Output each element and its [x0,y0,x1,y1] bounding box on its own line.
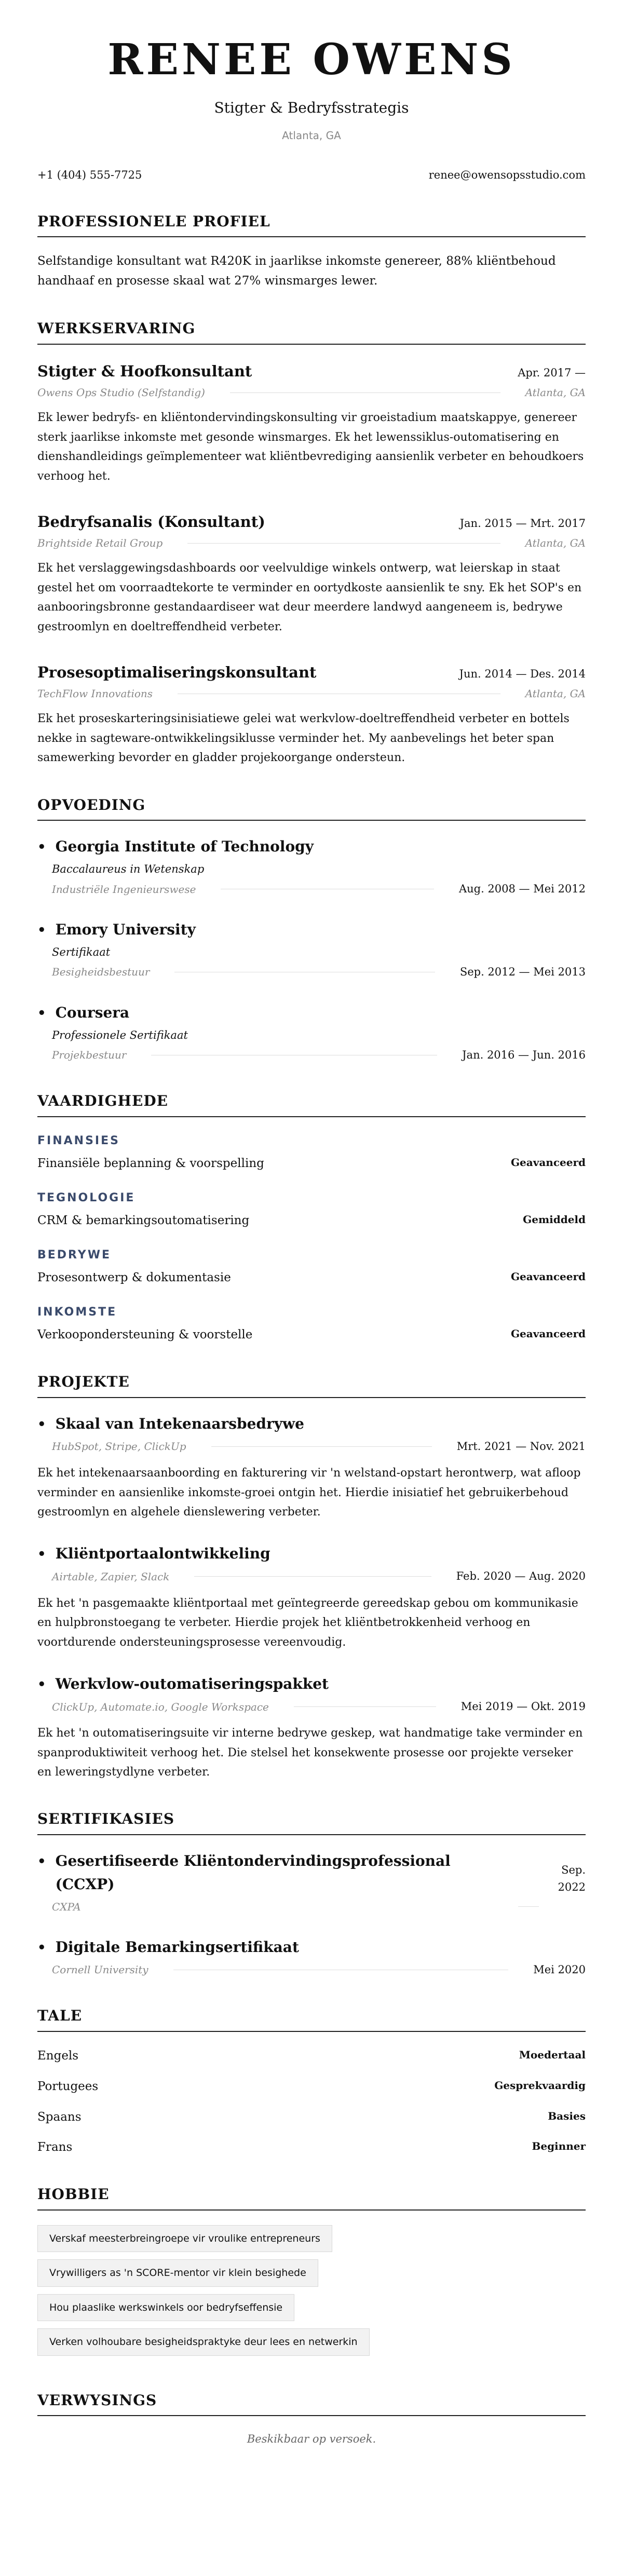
leader-line [194,1576,431,1577]
degree: Professionele Sertifikaat [52,1029,188,1042]
hobby-tag: Hou plaaslike werkswinkels oor bedryfseffensie [37,2294,294,2321]
job-dates: Jan. 2015 — Mrt. 2017 [459,517,586,530]
skill-group [37,1132,586,1173]
degree: Baccalaureus in Wetenskap [52,863,205,876]
project-description: Ek het 'n outomatiseringsuite vir interne bedrywe geskep, wat handmatige take verminder en spanproduktiwiteit verhoog het. Die stelsel het konsekwente prosesse oor projekte verseker en leweringstydlyne verbeter. [37,1727,583,1779]
job-dates: Apr. 2017 — [518,367,586,379]
section-title: OPVOEDING [37,794,586,821]
certification-entry [37,1936,586,1978]
job-entry [37,510,586,636]
bullet-icon: • [37,1006,46,1022]
candidate-name: RENEE OWENS [107,35,516,85]
bullet-icon: • [37,839,46,856]
project-tools: Airtable, Zapier, Slack [52,1570,170,1583]
language-row [37,2108,586,2127]
language-row [37,2046,586,2066]
skills-section [37,1090,586,1345]
skill-level: Geavanceerd [510,1327,586,1340]
education-entry [37,918,586,981]
project-name: Skaal van Intekenaarsbedrywe [55,1415,304,1432]
bullet-icon: • [37,1416,46,1432]
school-name: Georgia Institute of Technology [55,838,314,856]
job-role: Stigter & Hoofkonsultant [37,362,252,381]
contact-row [37,167,586,184]
language-name: Spaans [37,2110,82,2124]
certification-issuer: CXPA [52,1900,81,1913]
project-dates: Mrt. 2021 — Nov. 2021 [456,1440,586,1453]
project-description: Ek het 'n pasgemaakte kliëntportaal met geïntegreerde gereedskap gebou om kommunikasie en hulpbronstoegang te verbeter. Hierdie projek het kliëntbetrokkenheid verhoog en voortdurende ondersteuningsprosesse vereenvoudig. [37,1596,578,1649]
skill-level: Gemiddeld [523,1213,586,1226]
section-title: SERTIFIKASIES [37,1808,586,1835]
job-location: Atlanta, GA [525,687,586,700]
profile-summary: Selfstandige konsultant wat R420K in jaarlikse inkomste genereer, 88% kliëntbehoud handhaaf en prosesse skaal wat 27% winsmarges lewer. [37,254,556,288]
job-location: Atlanta, GA [525,537,586,550]
section-title: VAARDIGHEDE [37,1090,586,1117]
hobby-tag: Vrywilligers as 'n SCORE-mentor vir klein besighede [37,2259,318,2286]
skill-level: Geavanceerd [510,1156,586,1169]
section-title: VERWYSINGS [37,2389,586,2417]
project-dates: Feb. 2020 — Aug. 2020 [456,1570,586,1583]
skill-category: INKOMSTE [37,1306,117,1319]
education-dates: Sep. 2012 — Mei 2013 [459,965,586,978]
field-of-study: Besigheidsbestuur [52,966,150,979]
job-role: Bedryfsanalis (Konsultant) [37,513,265,531]
section-title: HOBBIE [37,2183,586,2211]
job-role: Prosesoptimaliseringskonsultant [37,663,317,681]
resume-header [37,36,586,184]
skill-name: CRM & bemarkingsoutomatisering [37,1214,250,1228]
languages-section [37,2004,586,2157]
language-name: Engels [37,2049,79,2063]
language-name: Frans [37,2140,73,2154]
candidate-tagline: Stigter & Bedryfsstrategis [214,99,409,117]
field-of-study: Industriële Ingenieurswese [52,883,196,896]
education-dates: Aug. 2008 — Mei 2012 [458,882,586,895]
job-company: Brightside Retail Group [37,537,163,550]
education-dates: Jan. 2016 — Jun. 2016 [462,1048,586,1061]
skill-group [37,1303,586,1345]
skill-level: Geavanceerd [510,1270,586,1283]
education-entry [37,1001,586,1064]
bullet-icon: • [37,1854,46,1870]
certification-name: Digitale Bemarkingsertifikaat [55,1938,299,1956]
skill-name: Finansiële beplanning & voorspelling [37,1157,264,1171]
section-title: PROJEKTE [37,1371,586,1398]
skill-name: Verkoopondersteuning & voorstelle [37,1328,253,1342]
skill-category: FINANSIES [37,1134,120,1148]
certification-name: Gesertifiseerde Kliëntondervindingsprofessional (CCXP) [55,1852,451,1893]
job-company: Owens Ops Studio (Selfstandig) [37,386,205,399]
references-section [37,2389,586,2448]
job-company: TechFlow Innovations [37,687,153,700]
job-entry [37,359,586,486]
hobby-tag: Verken volhoubare besigheidspraktyke deur lees en netwerkin [37,2328,370,2355]
project-description: Ek het intekenaarsaanboording en fakturering vir 'n welstand-opstart herontwerp, wat afloop verminder en aansienlike inkomste-groei ontgin het. Hierdie inisiatief het gebruikerbehoud gestroomlyn en algehele dienslewering verbeter. [37,1467,581,1519]
certification-issuer: Cornell University [52,1963,148,1976]
profile-section [37,210,586,292]
skill-category: BEDRYWE [37,1249,112,1262]
certification-date [558,1862,586,1896]
skill-category: TEGNOLOGIE [37,1191,136,1205]
project-tools: HubSpot, Stripe, ClickUp [52,1440,186,1453]
references-text: Beskikbaar op versoek. [247,2433,376,2446]
skill-group [37,1246,586,1287]
field-of-study: Projekbestuur [52,1049,127,1062]
bullet-icon: • [37,923,46,939]
language-name: Portugees [37,2079,99,2093]
job-description: Ek lewer bedryfs- en kliëntondervindingskonsulting vir groeistadium maatskappye, genereer sterk jaarlikse inkomste met gesonde winsmarges. Ek het lewenssiklus-outomatisering en dienshandleidings geïmplementeer wat kliëntbevrediging aansienlik verbeter en behoudkoers verhoog het. [37,411,584,483]
hobby-tag: Verskaf meesterbreingroepe vir vroulike entrepreneurs [37,2225,332,2252]
project-name: Werkvlow-outomatiseringspakket [55,1675,329,1692]
language-level: Basies [548,2109,586,2122]
language-level: Moedertaal [519,2049,586,2062]
project-entry [37,1413,586,1522]
hobbies-section [37,2183,586,2363]
skill-group [37,1189,586,1230]
certification-date-month: Sep. [561,1863,586,1876]
certifications-section [37,1808,586,1978]
education-section [37,794,586,1064]
language-row [37,2138,586,2157]
section-title: PROFESSIONELE PROFIEL [37,210,586,238]
language-row [37,2077,586,2096]
bullet-icon: • [37,1547,46,1563]
experience-section [37,317,586,767]
section-title: TALE [37,2004,586,2032]
leader-line [187,543,500,544]
leader-line [294,1706,436,1707]
language-level: Beginner [532,2140,586,2153]
project-dates: Mei 2019 — Okt. 2019 [461,1700,586,1713]
degree: Sertifikaat [52,946,111,959]
leader-line [518,1906,539,1907]
bullet-icon: • [37,1676,46,1692]
certification-date-year: 2022 [558,1881,586,1894]
leader-line [211,1446,432,1447]
job-dates: Jun. 2014 — Des. 2014 [459,667,586,680]
job-description: Ek het verslaggewingsdashboards oor veelvuldige winkels ontwerp, wat leierskap in staat gestel het om voorraadtekorte te verminder en oortydkoste aansienlik te sny. Ek het SOP's en aanbooringsbronne gestandaardiseer wat deur meerdere landwyd aangeneem is, bedrywe gestroomlyn en doeltreffendheid verbeter. [37,562,582,633]
project-entry [37,1542,586,1652]
language-level: Gesprekvaardig [494,2079,586,2092]
section-title: WERKSERVARING [37,317,586,345]
school-name: Coursera [55,1004,130,1022]
job-location: Atlanta, GA [525,386,586,399]
certification-date: Mei 2020 [533,1963,586,1976]
leader-line [230,392,500,393]
projects-section [37,1371,586,1782]
school-name: Emory University [55,921,196,939]
project-entry [37,1673,586,1782]
certification-entry [37,1850,586,1915]
job-entry [37,660,586,768]
project-name: Kliëntportaalontwikkeling [55,1545,270,1563]
email-address[interactable]: renee@owensopsstudio.com [428,168,586,181]
project-tools: ClickUp, Automate.io, Google Workspace [52,1700,269,1713]
bullet-icon: • [37,1940,46,1956]
phone-number[interactable]: +1 (404) 555-7725 [37,168,142,181]
job-description: Ek het proseskarteringsinisiatiewe gelei wat werkvlow-doeltreffendheid verbeter en bottels nekke in sagteware-ontwikkelingsiklusse verminder het. My aanbevelings het beter span samewerking bevorder en gladder projekoorgange ondersteun. [37,712,570,765]
candidate-location: Atlanta, GA [282,129,341,142]
education-entry [37,835,586,898]
skill-name: Prosesontwerp & dokumentasie [37,1271,231,1285]
